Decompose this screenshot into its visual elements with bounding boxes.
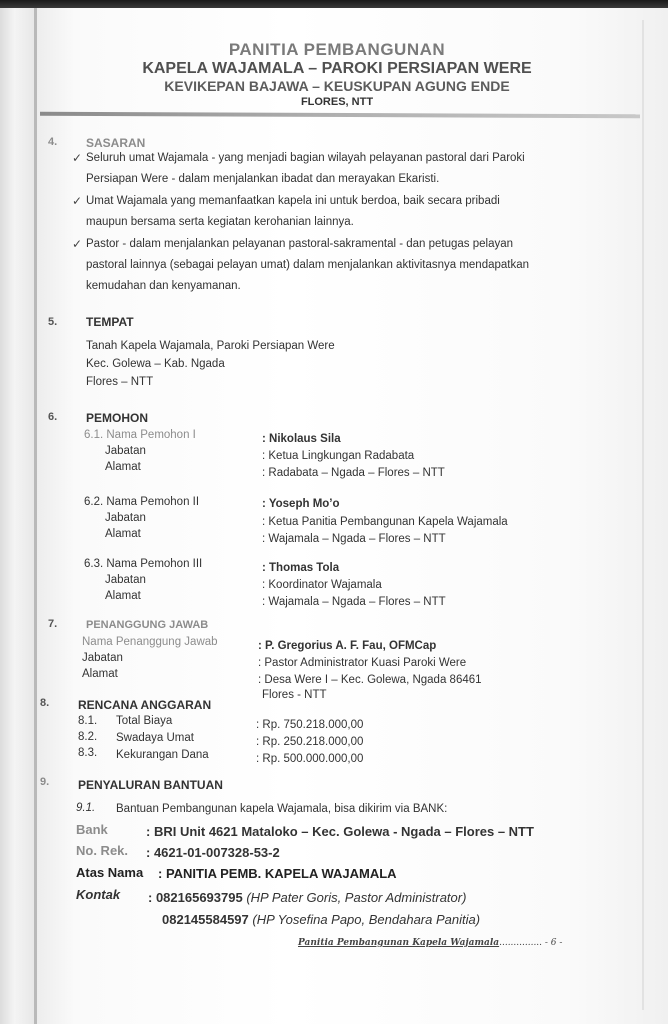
penanggung-jawab-jabatan: : Pastor Administrator Kuasi Paroki Were	[258, 657, 467, 669]
letterhead-line-2: KAPELA WAJAMALA – PAROKI PERSIAPAN WERE	[142, 60, 532, 77]
pemohon-3-jabatan: : Koordinator Wajamala	[262, 579, 382, 591]
anggaran-row-2-num: 8.2.	[78, 731, 98, 743]
anggaran-row-2-label: Swadaya Umat	[116, 732, 194, 744]
bantuan-sub-text: Bantuan Pembangunan kapela Wajamala, bisa dikirim via BANK:	[116, 803, 448, 815]
section-title-penanggung-jawab: PENANGGUNG JAWAB	[86, 619, 209, 631]
anggaran-row-3-label: Kekurangan Dana	[116, 749, 209, 761]
kontak-2-number: 082145584597	[162, 912, 249, 927]
pemohon-3-alamat-label: Alamat	[105, 590, 141, 602]
bank-label: Bank	[76, 822, 108, 837]
sasaran-item-1	[86, 148, 560, 190]
kontak-2-note: (HP Yosefina Papo, Bendahara Panitia)	[252, 912, 481, 927]
kontak-1-note: (HP Pater Goris, Pastor Administrator)	[246, 890, 467, 905]
pemohon-3-name: : Thomas Tola	[262, 562, 340, 574]
pemohon-1-jabatan-label: Jabatan	[105, 445, 146, 457]
section-number: 7.	[48, 618, 58, 630]
checkmark-icon: ✓	[72, 151, 83, 165]
pemohon-1-jabatan: : Ketua Lingkungan Radabata	[262, 450, 415, 462]
section-title-penyaluran-bantuan: PENYALURAN BANTUAN	[78, 778, 223, 792]
page-footer	[298, 938, 562, 948]
sasaran-item-3-line-2: pastoral lainnya (sebagai pelayan umat) dalam menjalankan aktivitasnya mendapatkan	[86, 259, 530, 271]
sasaran-item-3-line-3: kemudahan dan kenyamanan.	[86, 280, 241, 292]
sasaran-item-2	[86, 191, 560, 233]
sasaran-item-2-line-1: Umat Wajamala yang memanfaatkan kapela ini untuk berdoa, baik secara pribadi	[86, 195, 500, 207]
scan-left-margin	[0, 8, 36, 1024]
tempat-line-2: Kec. Golewa – Kab. Ngada	[86, 358, 225, 370]
pemohon-1-label: 6.1. Nama Pemohon I	[84, 429, 196, 441]
bank-value: : BRI Unit 4621 Mataloko – Kec. Golewa - Ngada – Flores – NTT	[146, 824, 534, 839]
bantuan-sub-num: 9.1.	[76, 802, 96, 814]
penanggung-jawab-jabatan-label: Jabatan	[82, 652, 123, 664]
pemohon-2-alamat-label: Alamat	[105, 528, 141, 540]
section-title-tempat: TEMPAT	[86, 315, 134, 329]
section-title-sasaran: SASARAN	[86, 136, 146, 150]
kontak-2	[162, 912, 480, 927]
pemohon-2-label: 6.2. Nama Pemohon II	[84, 496, 200, 508]
footer-title: Panitia Pembangunan Kapela Wajamala	[298, 938, 500, 948]
penanggung-jawab-name-label: Nama Penanggung Jawab	[82, 636, 218, 648]
letterhead-line-1: PANITIA PEMBANGUNAN	[228, 40, 446, 59]
anggaran-row-3-num: 8.3.	[78, 747, 98, 759]
kontak-1	[148, 890, 466, 905]
scan-artifact-line	[642, 20, 644, 1010]
atas-nama-value: : PANITIA PEMB. KAPELA WAJAMALA	[158, 866, 397, 881]
letterhead-line-3: KEVIKEPAN BAJAWA – KEUSKUPAN AGUNG ENDE	[164, 78, 510, 94]
penanggung-jawab-alamat-label: Alamat	[82, 668, 118, 680]
tempat-line-3: Flores – NTT	[86, 376, 154, 388]
pemohon-3-alamat: : Wajamala – Ngada – Flores – NTT	[262, 596, 446, 608]
tempat-line-1: Tanah Kapela Wajamala, Paroki Persiapan Were	[86, 340, 335, 352]
section-number: 4.	[48, 136, 58, 148]
pemohon-1-alamat-label: Alamat	[105, 461, 141, 473]
pemohon-2-jabatan-label: Jabatan	[105, 512, 146, 524]
section-number: 5.	[48, 316, 58, 328]
anggaran-row-1-num: 8.1.	[78, 715, 98, 727]
letterhead-line-4: FLORES, NTT	[300, 96, 374, 108]
kontak-1-number: : 082165693795	[148, 890, 243, 905]
footer-dots: ...............	[499, 938, 543, 948]
section-title-rencana-anggaran: RENCANA ANGGARAN	[78, 698, 212, 712]
checkmark-icon: ✓	[72, 237, 83, 251]
pemohon-1-name: : Nikolaus Sila	[262, 433, 341, 445]
sasaran-item-1-line-2: Persiapan Were - dalam menjalankan ibadat dan merayakan Ekaristi.	[86, 173, 440, 185]
atas-nama-label: Atas Nama	[76, 865, 144, 880]
sasaran-item-2-line-2: maupun bersama serta kegiatan kerohanian lainnya.	[86, 216, 354, 228]
section-number: 9.	[40, 776, 50, 788]
sasaran-item-3	[86, 234, 560, 297]
section-title-pemohon: PEMOHON	[86, 411, 149, 425]
rek-value: : 4621-01-007328-53-2	[146, 845, 280, 860]
page-number: - 6 -	[544, 938, 563, 948]
pemohon-3-label: 6.3. Nama Pemohon III	[84, 558, 203, 570]
pemohon-2-alamat: : Wajamala – Ngada – Flores – NTT	[262, 533, 446, 545]
section-number: 6.	[48, 411, 58, 423]
checkmark-icon: ✓	[72, 194, 83, 208]
pemohon-2-jabatan: : Ketua Panitia Pembangunan Kapela Wajamala	[262, 516, 508, 528]
penanggung-jawab-name: : P. Gregorius A. F. Fau, OFMCap	[258, 640, 437, 652]
penanggung-jawab-alamat-line-2: Flores - NTT	[262, 689, 327, 701]
anggaran-row-1-value: : Rp. 750.218.000,00	[256, 719, 364, 731]
pemohon-2-name: : Yoseph Mo’o	[262, 498, 340, 510]
scan-top-shadow	[0, 0, 668, 8]
section-number: 8.	[40, 697, 50, 709]
kontak-label: Kontak	[76, 887, 121, 902]
pemohon-3-jabatan-label: Jabatan	[105, 574, 146, 586]
anggaran-row-1-label: Total Biaya	[116, 715, 173, 727]
sasaran-item-1-line-1: Seluruh umat Wajamala - yang menjadi bagian wilayah pelayanan pastoral dari Paroki	[86, 152, 525, 164]
anggaran-row-2-value: : Rp. 250.218.000,00	[256, 736, 364, 748]
letterhead	[37, 40, 637, 109]
pemohon-1-alamat: : Radabata – Ngada – Flores – NTT	[262, 467, 445, 479]
penanggung-jawab-alamat: : Desa Were I – Kec. Golewa, Ngada 86461	[258, 674, 482, 686]
anggaran-row-3-value: : Rp. 500.000.000,00	[256, 753, 364, 765]
sasaran-item-3-line-1: Pastor - dalam menjalankan pelayanan pastoral-sakramental - dan petugas pelayan	[86, 238, 514, 250]
rek-label: No. Rek.	[76, 843, 129, 858]
